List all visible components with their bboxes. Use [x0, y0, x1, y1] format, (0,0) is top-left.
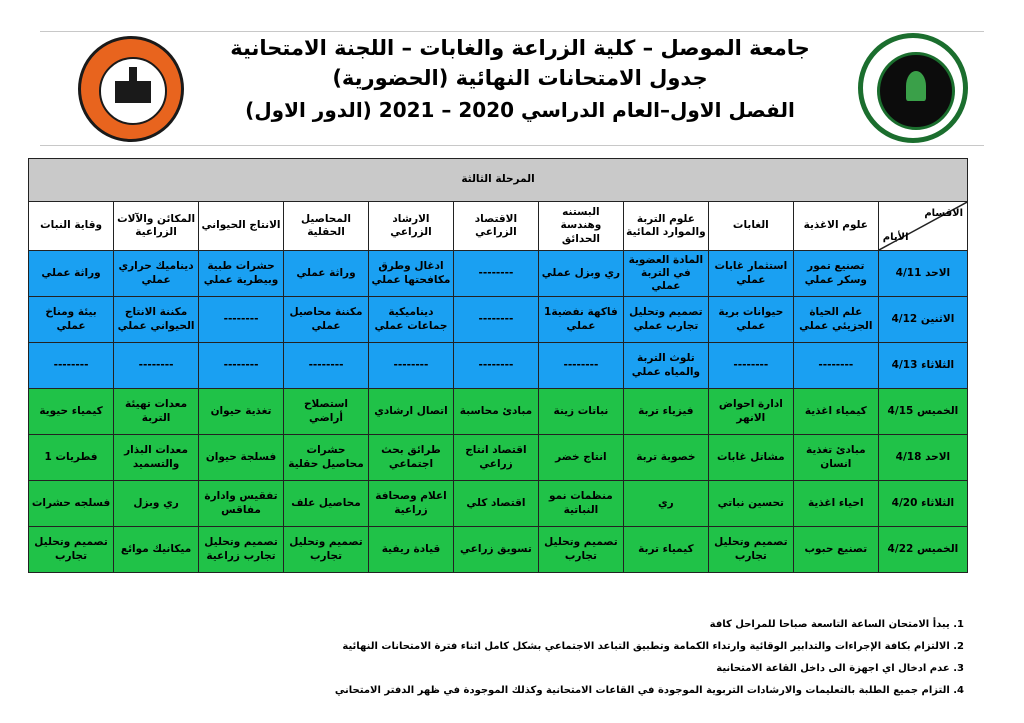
- exam-cell: تحسين نباتي: [708, 481, 793, 527]
- exam-cell: طرائق بحث اجتماعي: [368, 435, 453, 481]
- exam-cell: فسلجه حشرات: [29, 481, 114, 527]
- schedule-row: [29, 343, 968, 389]
- exam-cell: نباتات زينة: [538, 389, 623, 435]
- department-header: وقاية النبات: [29, 202, 114, 251]
- exam-cell: --------: [793, 343, 878, 389]
- stage-title: المرحلة الثالثة: [29, 159, 968, 202]
- exam-cell: ري وبزل عملي: [538, 251, 623, 297]
- exam-cell: مبادئ تغذية انسان: [793, 435, 878, 481]
- exam-cell: حشرات محاصيل حقلية: [284, 435, 369, 481]
- department-header: البستنه وهندسة الحدائق: [538, 202, 623, 251]
- exam-cell: --------: [708, 343, 793, 389]
- exam-cell: محاصيل علف: [284, 481, 369, 527]
- exam-cell: ديناميكية جماعات عملي: [368, 297, 453, 343]
- exam-cell: تسويق زراعي: [453, 527, 538, 573]
- exam-cell: فاكهة نفضية1 عملي: [538, 297, 623, 343]
- exam-cell: تصميم وتحليل تجارب: [284, 527, 369, 573]
- exam-cell: مشاتل غابات: [708, 435, 793, 481]
- exam-cell: --------: [199, 297, 284, 343]
- exam-cell: تصميم وتحليل تجارب: [708, 527, 793, 573]
- exam-cell: وراثة عملي: [29, 251, 114, 297]
- university-of-mosul-logo: [78, 36, 184, 142]
- day-cell: الخميس 4/22: [878, 527, 967, 573]
- exam-cell: تصميم وتحليل تجارب زراعية: [199, 527, 284, 573]
- department-header: الارشاد الزراعي: [368, 202, 453, 251]
- exam-cell: ميكانيك موائع: [114, 527, 199, 573]
- header-term: الفصل الاول–العام الدراسي 2020 – 2021 (الدور الاول): [245, 98, 795, 122]
- exam-cell: معدات تهيئة التربة: [114, 389, 199, 435]
- exam-cell: معدات البذار والتسميد: [114, 435, 199, 481]
- header-row: [29, 202, 968, 251]
- day-cell: الاثنين 4/12: [878, 297, 967, 343]
- exam-cell: --------: [453, 343, 538, 389]
- exam-cell: --------: [199, 343, 284, 389]
- corner-cell: [878, 202, 967, 251]
- exam-cell: اقتصاد كلي: [453, 481, 538, 527]
- exam-cell: مكننة محاصيل عملي: [284, 297, 369, 343]
- exam-cell: ديناميك حراري عملي: [114, 251, 199, 297]
- day-cell: الثلاثاء 4/20: [878, 481, 967, 527]
- bottom-divider: [40, 145, 984, 146]
- exam-cell: تصميم وتحليل تجارب عملي: [623, 297, 708, 343]
- exam-cell: تغذية حيوان: [199, 389, 284, 435]
- notes-list: [240, 614, 964, 702]
- exam-cell: كيمياء اغذية: [793, 389, 878, 435]
- header-title: جامعة الموصل – كلية الزراعة والغابات – اللجنة الامتحانية: [230, 36, 810, 60]
- department-header: علوم التربة والموارد المائية: [623, 202, 708, 251]
- exam-cell: --------: [284, 343, 369, 389]
- department-header: الاقتصاد الزراعي: [453, 202, 538, 251]
- schedule-row: [29, 389, 968, 435]
- exam-cell: تصنيع تمور وسكر عملي: [793, 251, 878, 297]
- department-header: علوم الاغذية: [793, 202, 878, 251]
- exam-cell: المادة العضوية في التربة عملي: [623, 251, 708, 297]
- exam-cell: --------: [114, 343, 199, 389]
- exam-cell: علم الحياة الجزيئي عملي: [793, 297, 878, 343]
- exam-cell: كيمياء تربة: [623, 527, 708, 573]
- schedule-row: [29, 435, 968, 481]
- exam-cell: تفقيس وادارة مفاقس: [199, 481, 284, 527]
- exam-cell: تصميم وتحليل تجارب: [29, 527, 114, 573]
- header-subtitle: جدول الامتحانات النهائية (الحضورية): [332, 66, 708, 90]
- exam-cell: ري وبزل: [114, 481, 199, 527]
- schedule-row: [29, 251, 968, 297]
- exam-cell: بيئة ومناخ عملي: [29, 297, 114, 343]
- exam-cell: --------: [453, 251, 538, 297]
- corner-departments-label: الاقسام: [924, 208, 963, 219]
- exam-cell: فيزياء تربة: [623, 389, 708, 435]
- exam-cell: اعلام وصحافة زراعية: [368, 481, 453, 527]
- exam-cell: انتاج خضر: [538, 435, 623, 481]
- exam-cell: اتصال ارشادي: [368, 389, 453, 435]
- department-header: الانتاج الحيواني: [199, 202, 284, 251]
- exam-cell: مبادئ محاسبة: [453, 389, 538, 435]
- top-divider: [40, 31, 984, 32]
- note-item: 2. الالتزام بكافة الإجراءات والتدابير الوقائية وارتداء الكمامة وتطبيق التباعد الاجتماعي بشكل كامل اثناء فترة الامتحانات النهائية: [342, 641, 964, 652]
- department-header: المحاصيل الحقلية: [284, 202, 369, 251]
- note-item: 1. يبدأ الامتحان الساعة التاسعة صباحا للمراحل كافة: [709, 619, 964, 630]
- exam-cell: ادغال وطرق مكافحتها عملي: [368, 251, 453, 297]
- exam-cell: --------: [368, 343, 453, 389]
- department-header: الغابات: [708, 202, 793, 251]
- exam-cell: مكننة الانتاج الحيواني عملي: [114, 297, 199, 343]
- exam-cell: تصميم وتحليل تجارب: [538, 527, 623, 573]
- note-item: 3. عدم ادخال اي اجهزة الى داخل القاعة الامتحانية: [716, 663, 964, 674]
- day-cell: الاحد 4/18: [878, 435, 967, 481]
- schedule-row: [29, 527, 968, 573]
- exam-cell: حيوانات برية عملي: [708, 297, 793, 343]
- exam-cell: --------: [453, 297, 538, 343]
- exam-cell: استثمار غابات عملي: [708, 251, 793, 297]
- exam-cell: منظمات نمو النباتية: [538, 481, 623, 527]
- exam-cell: استصلاح أراضي: [284, 389, 369, 435]
- schedule-row: [29, 481, 968, 527]
- exam-cell: خصوبة تربة: [623, 435, 708, 481]
- day-cell: الاحد 4/11: [878, 251, 967, 297]
- exam-cell: --------: [538, 343, 623, 389]
- day-cell: الثلاثاء 4/13: [878, 343, 967, 389]
- day-cell: الخميس 4/15: [878, 389, 967, 435]
- exam-cell: قيادة ريفية: [368, 527, 453, 573]
- exam-cell: فطريات 1: [29, 435, 114, 481]
- agriculture-forestry-college-logo: [858, 33, 968, 143]
- note-item: 4. التزام جميع الطلبة بالتعليمات والارشادات التربوية الموجودة في القاعات الامتحانية وكذلك الموجودة في ظهر الدفتر الامتحاني: [334, 685, 964, 696]
- department-header: المكائن والآلات الزراعية: [114, 202, 199, 251]
- corner-days-label: الأيام: [882, 231, 909, 243]
- exam-cell: فسلجة حيوان: [199, 435, 284, 481]
- exam-cell: تصنيع حبوب: [793, 527, 878, 573]
- exam-cell: كيمياء حيوية: [29, 389, 114, 435]
- exam-cell: تلوث التربة والمياه عملي: [623, 343, 708, 389]
- exam-cell: حشرات طبية وبيطرية عملي: [199, 251, 284, 297]
- exam-schedule-table: [28, 158, 968, 573]
- exam-cell: --------: [29, 343, 114, 389]
- schedule-row: [29, 297, 968, 343]
- exam-cell: وراثة عملي: [284, 251, 369, 297]
- exam-cell: اقتصاد انتاج زراعي: [453, 435, 538, 481]
- exam-cell: ري: [623, 481, 708, 527]
- exam-cell: احياء اغذية: [793, 481, 878, 527]
- exam-cell: ادارة احواض الانهر: [708, 389, 793, 435]
